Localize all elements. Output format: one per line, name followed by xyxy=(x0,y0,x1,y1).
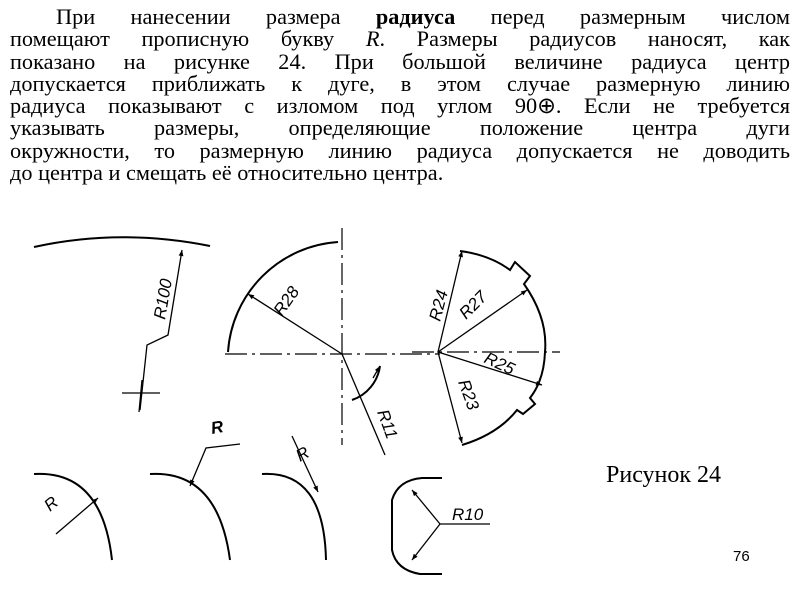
italic-symbol: R xyxy=(365,26,380,52)
r-label-1: R xyxy=(40,492,62,516)
r-arc-3 xyxy=(262,436,326,560)
page-number: 76 xyxy=(733,548,750,565)
text-line-2: помещают прописную букву R. Размеры радиусов наносят, как xyxy=(10,26,790,52)
r10-leader-top xyxy=(412,490,440,524)
arc-1-leader xyxy=(56,498,98,534)
r10-dimension xyxy=(392,478,490,574)
r28-r11-dimension xyxy=(225,228,440,455)
part-contour xyxy=(460,251,545,445)
arc-2-leader xyxy=(190,444,240,486)
r10-label: R10 xyxy=(452,505,484,524)
r-label-2: R xyxy=(209,417,225,438)
broken-radius-line xyxy=(140,250,182,410)
r23-line xyxy=(438,352,462,443)
r25-label: R25 xyxy=(481,348,518,379)
rounded-contour xyxy=(392,478,442,574)
r24-label: R24 xyxy=(425,287,452,324)
arc-1 xyxy=(34,474,112,560)
text-line-3: показано на рисунке 24. При большой величине радиуса центр xyxy=(10,48,790,74)
r-arc-1 xyxy=(34,474,112,560)
r11-label: R11 xyxy=(373,406,402,442)
large-arc xyxy=(34,237,210,247)
r28-label: R28 xyxy=(269,282,304,320)
r-arc-2 xyxy=(150,417,240,560)
text-line-6: указывать размеры, определяющие положение центра дуги xyxy=(10,115,790,141)
arc-3-leader xyxy=(292,436,318,492)
r23-label: R23 xyxy=(454,376,483,413)
text-line-7: окружности, то размерную линию радиуса допускается не доводить xyxy=(10,137,790,163)
r100-dimension xyxy=(34,237,210,412)
arc-3 xyxy=(262,474,326,560)
figure-caption: Рисунок 24 xyxy=(606,462,722,488)
r27-label: R27 xyxy=(455,287,491,323)
text-line-5: радиуса показывают с изломом под углом 90⊕. Если не требуется xyxy=(10,93,790,119)
bold-term: радиуса xyxy=(375,4,456,29)
text-line-4: допускается приближать к дуге, в этом случае размерную линию xyxy=(10,70,790,96)
arc-r11 xyxy=(352,366,380,400)
text-line-8: до центра и смещать её относительно центра. xyxy=(10,160,444,186)
r10-leader-bottom xyxy=(412,524,440,560)
r100-label: R100 xyxy=(150,277,176,321)
r-label-3: R xyxy=(292,442,313,466)
text-line-1: При нанесении размера радиуса перед размерным числом xyxy=(56,4,790,29)
arc-2 xyxy=(150,474,230,560)
stepped-part-dimensions xyxy=(412,251,560,445)
